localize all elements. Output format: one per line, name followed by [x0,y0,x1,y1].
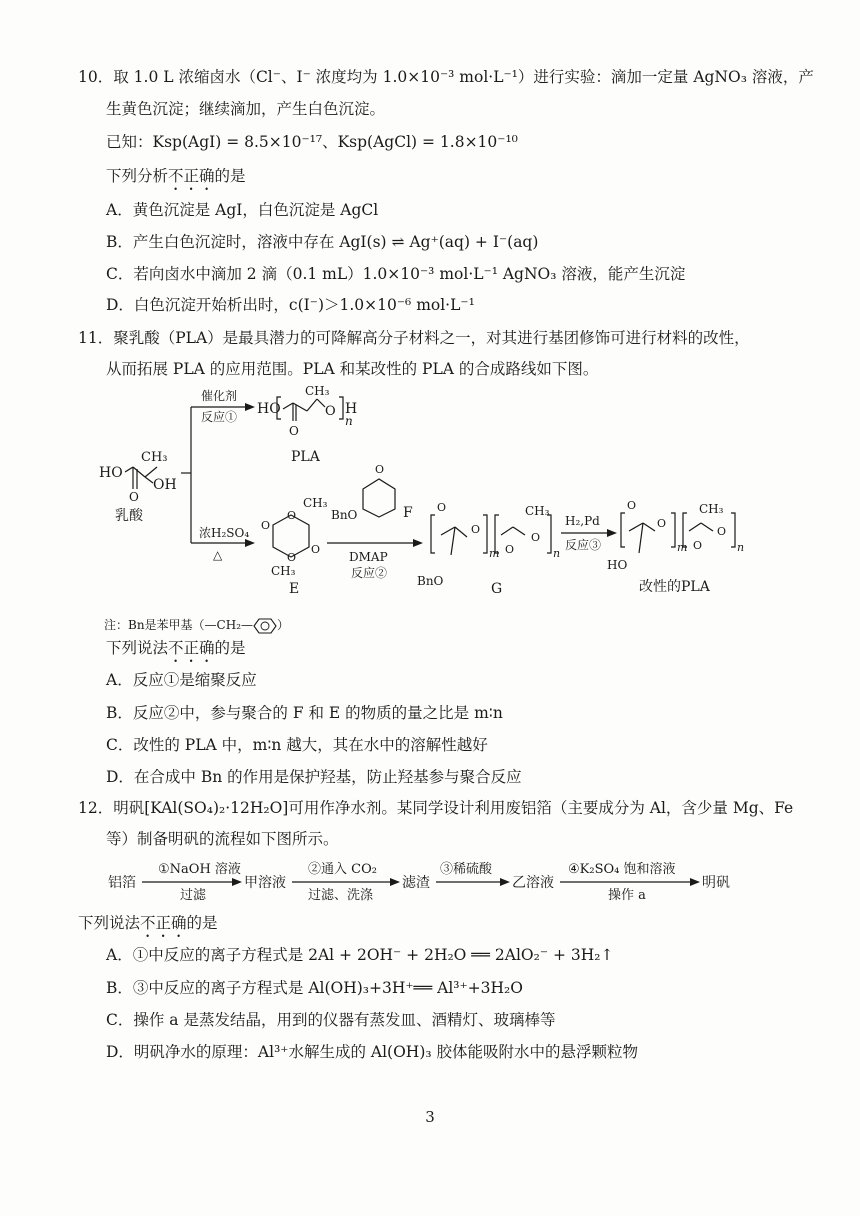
q10-prompt-a: 下列分析 [106,167,169,185]
bn-note [104,614,289,636]
lactic-acid-structure [99,450,177,524]
lactide-e-structure [261,496,328,597]
flow-step1-top: ①NaOH 溶液 [158,862,241,877]
heat-symbol: △ [213,548,223,562]
q12-prompt [78,912,218,941]
flow-start: 铝箔 [108,875,136,891]
flow-step2-bottom: 过滤、洗涤 [308,888,374,903]
flow-step3-top: ③稀硫酸 [440,862,493,877]
dmap-label: DMAP [349,550,388,564]
flow-end: 明矾 [702,875,730,891]
svg-text:n: n [345,414,353,428]
f-label: F [403,505,413,521]
q10-option-b: B．产生白色沉淀时，溶液中存在 AgI(s) ⇌ Ag⁺(aq) + I⁻(aq) [106,233,539,251]
q10-prompt [106,165,246,194]
q11-prompt [106,637,246,666]
page-number: 3 [425,1108,435,1126]
q11-stem-line1: 11．聚乳酸（PLA）是最具潜力的可降解高分子材料之一，对其进行基团修饰可进行材料的改性， [78,329,750,347]
reaction1-label: 反应① [201,410,238,424]
q10-known: 已知：Ksp(AgI) = 8.5×10⁻¹⁷、Ksp(AgCl) = 1.8×10⁻¹⁰ [106,133,518,151]
svg-text:BnO: BnO [417,574,444,588]
catalyst-label: 催化剂 [201,389,238,403]
svg-text:HO: HO [257,401,281,417]
svg-text:CH₃: CH₃ [303,496,328,510]
svg-text:H: H [345,401,358,417]
flow-step4-top: ④K₂SO₄ 饱和溶液 [568,862,676,877]
q12-stem-line1: 12．明矾[KAl(SO₄)₂·12H₂O]可用作净水剂。某同学设计利用废铝箔（主要成分为 Al，含少量 Mg、Fe [78,799,794,817]
svg-text:O: O [289,424,299,438]
svg-text:CH₃: CH₃ [271,564,296,578]
svg-text:O: O [693,539,703,552]
q10-prompt-emph: 不正确 [168,167,215,185]
h2pd-label: H₂,Pd [565,514,600,528]
q10-stem-line2: 生黄色沉淀；继续滴加，产生白色沉淀。 [106,100,386,118]
q10-option-c: C．若向卤水中滴加 2 滴（0.1 mL）1.0×10⁻³ mol·L⁻¹ AgNO₃ 溶液，能产生沉淀 [106,265,686,283]
svg-text:O: O [261,519,271,532]
flow-step1-bottom: 过滤 [180,888,207,903]
copolymer-g-structure [417,501,560,597]
q10-stem-line1: 10．取 1.0 L 浓缩卤水（Cl⁻、I⁻ 浓度均为 1.0×10⁻³ mol·L⁻¹）进行实验：滴加一定量 AgNO₃ 溶液，产 [78,68,814,86]
q10-option-a: A．黄色沉淀是 AgI，白色沉淀是 AgCl [106,201,379,219]
svg-text:n: n [737,541,745,554]
svg-text:O: O [657,517,667,530]
svg-text:CH₃: CH₃ [699,502,724,516]
q12-prompt-c: 的是 [186,914,218,932]
conc-h2so4-label: 浓H₂SO₄ [199,526,250,540]
alum-flowchart [108,855,748,905]
flow-step4-bottom: 操作 a [608,888,646,903]
modified-pla-structure [607,499,744,595]
e-label: E [289,581,300,597]
svg-text:OH: OH [153,477,177,493]
q12-stem-line2: 等）制备明矾的流程如下图所示。 [106,830,339,848]
flow-mid2: 滤渣 [402,875,430,891]
svg-text:O: O [627,499,637,512]
svg-text:CH₃: CH₃ [141,450,168,465]
q12-option-a: A．①中反应的离子方程式是 2Al + 2OH⁻ + 2H₂O ══ 2AlO₂⁻ + 3H₂↑ [106,946,614,964]
q12-option-d: D．明矾净水的原理：Al³⁺水解生成的 Al(OH)₃ 胶体能吸附水中的悬浮颗粒物 [106,1043,639,1061]
pla-structure [257,385,357,465]
q11-prompt-emph: 不正确 [168,639,215,657]
svg-text:CH₃: CH₃ [305,385,330,398]
svg-text:O: O [325,404,336,419]
synthesis-scheme [95,385,775,605]
flow-step2-top: ②通入 CO₂ [308,862,377,877]
q11-prompt-a: 下列说法 [106,639,169,657]
svg-text:O: O [287,509,297,522]
svg-text:m: m [489,547,500,560]
flow-mid3: 乙溶液 [512,875,554,891]
flow-mid1: 甲溶液 [244,875,286,891]
svg-text:O: O [717,525,727,538]
q12-option-c: C．操作 a 是蒸发结晶，用到的仪器有蒸发皿、酒精灯、玻璃棒等 [106,1011,556,1029]
bn-note-end: ） [277,618,290,632]
g-label: G [491,581,503,597]
q11-option-a: A．反应①是缩聚反应 [106,671,257,689]
bn-note-text: 注：Bn是苯甲基（—CH₂— [104,618,254,632]
carbonate-f-structure [331,463,413,522]
svg-text:HO: HO [99,465,123,481]
reaction2-label: 反应② [351,566,388,580]
svg-text:O: O [471,523,481,536]
svg-text:O: O [129,490,139,504]
q10-option-d: D．白色沉淀开始析出时，c(I⁻)＞1.0×10⁻⁶ mol·L⁻¹ [106,296,475,314]
svg-text:乳酸: 乳酸 [115,508,143,524]
q11-option-c: C．改性的 PLA 中，m∶n 越大，其在水中的溶解性越好 [106,736,488,754]
q11-prompt-c: 的是 [214,639,246,657]
svg-text:CH₃: CH₃ [525,504,550,518]
reaction3-label: 反应③ [565,538,602,552]
q12-option-b: B．③中反应的离子方程式是 Al(OH)₃+3H⁺══ Al³⁺+3H₂O [106,979,523,997]
pla-label: PLA [291,449,320,465]
q11-option-b: B．反应②中，参与聚合的 F 和 E 的物质的量之比是 m∶n [106,704,503,722]
svg-text:O: O [437,501,447,514]
svg-text:n: n [553,547,561,560]
benzene-ring-icon [253,617,277,635]
q11-option-d: D．在合成中 Bn 的作用是保护羟基，防止羟基参与聚合反应 [106,768,522,786]
q12-prompt-a: 下列说法 [78,914,141,932]
svg-text:O: O [375,463,385,476]
svg-text:O: O [505,543,515,556]
svg-text:m: m [677,541,688,554]
svg-text:BnO: BnO [331,508,358,522]
svg-text:O: O [287,551,297,564]
svg-text:HO: HO [607,558,628,572]
modified-pla-label: 改性的PLA [639,579,710,595]
q11-stem-line2: 从而拓展 PLA 的应用范围。PLA 和某改性的 PLA 的合成路线如下图。 [106,360,599,378]
q10-prompt-c: 的是 [214,167,246,185]
svg-text:O: O [311,543,321,556]
svg-text:O: O [531,531,541,544]
q12-prompt-emph: 不正确 [140,914,187,932]
